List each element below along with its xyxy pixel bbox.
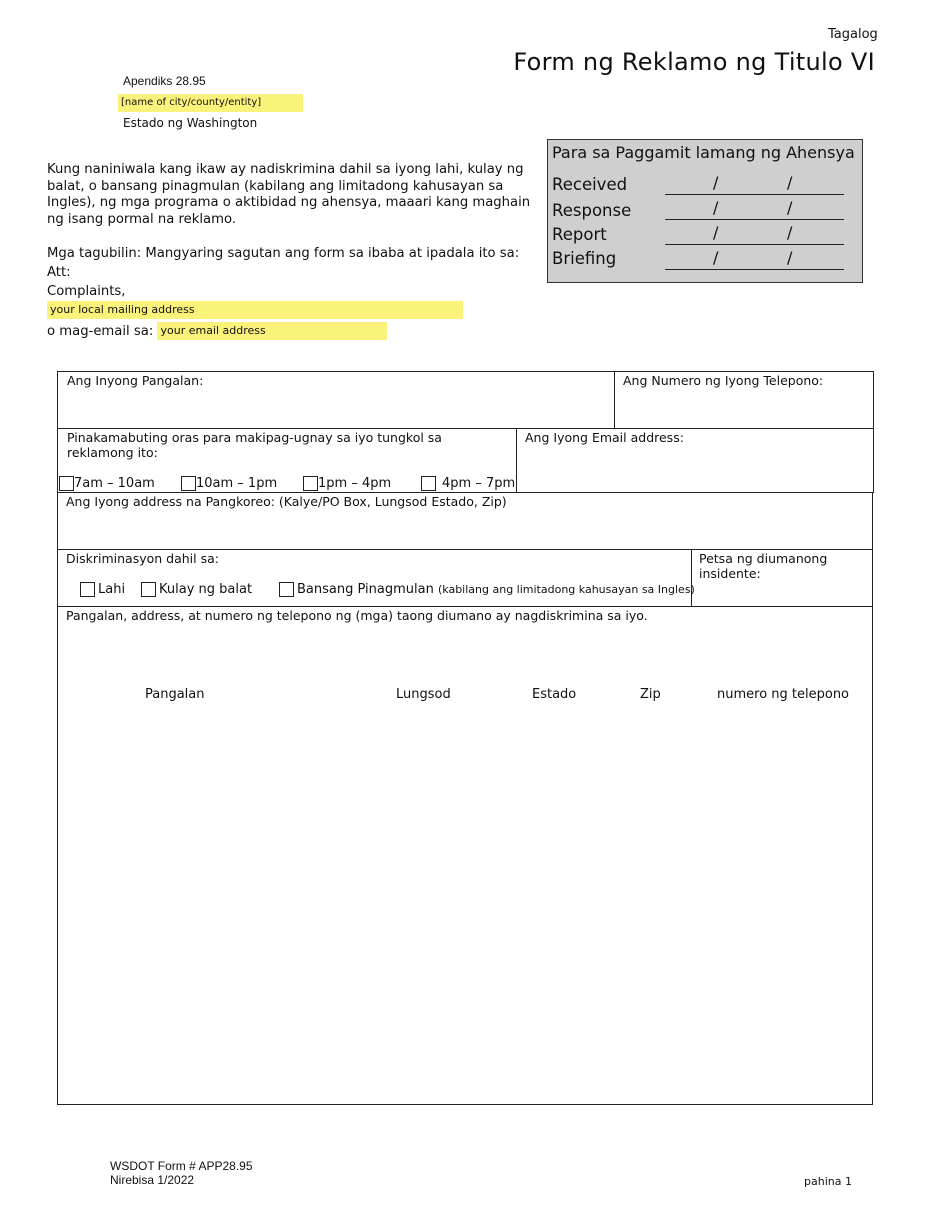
date-sep: / [787,223,793,242]
time-option-4-label: 4pm – 7pm [442,476,516,491]
briefing-date-field[interactable] [665,248,844,270]
mailing-address-field[interactable]: your local mailing address [47,301,463,319]
agency-row-briefing: Briefing [552,249,617,268]
date-sep: / [713,198,719,217]
column-city: Lungsod [396,687,451,702]
accused-section[interactable] [57,606,873,1105]
entity-name-field[interactable]: [name of city/county/entity] [118,94,303,112]
name-label: Ang Inyong Pangalan: [67,373,204,388]
mailing-address-box[interactable] [57,492,873,550]
agency-use-box [547,139,863,283]
color-checkbox[interactable] [141,582,156,597]
received-date-field[interactable] [665,173,844,195]
instructions [47,244,542,341]
instructions-line3 [47,322,542,341]
time-option-1-checkbox[interactable] [59,476,74,491]
incident-date-field[interactable] [691,549,873,607]
time-option-1 [59,476,155,491]
mailing-address-label: Ang Iyong address na Pangkoreo: (Kalye/PO Box, Lungsod Estado, Zip) [66,494,507,509]
report-date-field[interactable] [665,223,844,245]
instructions-line2 [47,282,542,320]
complaints-label: Complaints, [47,284,126,299]
time-option-1-label: 7am – 10am [74,476,155,491]
discrimination-section [57,549,695,607]
column-zip: Zip [640,687,661,702]
origin-note: (kabilang ang limitadong kahusayan sa Ingles) [437,583,695,596]
intro-paragraph: Kung naniniwala kang ikaw ay nadiskrimina dahil sa iyong lahi, kulay ng balat, o bansang pinagmulan (kabilang ang limitadong kahusayan sa Ingles), ng mga programa o aktibidad ng ahensya, maaari kang maghain ng isang pormal na reklamo. [47,162,531,227]
discrimination-option-race [80,582,125,597]
appendix-number: Apendiks 28.95 [123,74,206,88]
agency-row-response: Response [552,201,632,220]
phone-field[interactable] [614,371,874,429]
date-sep: / [787,248,793,267]
column-name: Pangalan [145,687,205,702]
origin-checkbox[interactable] [279,582,294,597]
date-sep: / [787,198,793,217]
best-time-label: Pinakamabuting oras para makipag-ugnay sa iyo tungkol sa reklamong ito: [67,430,442,460]
revision-date: Nirebisa 1/2022 [110,1173,195,1187]
column-phone: numero ng telepono [717,687,850,702]
origin-label: Bansang Pinagmulan [297,582,434,597]
time-option-3-label: 1pm – 4pm [318,476,392,491]
language-label: Tagalog [828,27,878,42]
agency-row-report: Report [552,225,607,244]
accused-label: Pangalan, address, at numero ng telepono ng (mga) taong diumano ay nagdiskrimina sa iyo. [66,608,648,623]
time-option-2-label: 10am – 1pm [196,476,278,491]
time-option-3 [303,476,391,491]
time-option-2 [181,476,277,491]
race-label: Lahi [98,582,126,597]
date-sep: / [713,173,719,192]
agency-use-heading: Para sa Paggamit lamang ng Ahensya [552,143,855,162]
state-label: Estado ng Washington [123,116,258,130]
color-label: Kulay ng balat [159,582,253,597]
date-sep: / [713,248,719,267]
time-option-3-checkbox[interactable] [303,476,318,491]
time-option-4 [421,476,515,491]
discrimination-option-color [141,582,252,597]
agency-row-received: Received [552,175,628,194]
page-title: Form ng Reklamo ng Titulo VI [513,48,875,76]
discrimination-option-origin [279,582,695,597]
instructions-line1: Mga tagubilin: Mangyaring sagutan ang form sa ibaba at ipadala ito sa: Att: [47,246,520,280]
email-prefix: o mag-email sa: [47,324,154,339]
race-checkbox[interactable] [80,582,95,597]
footer-form-info [110,1159,253,1187]
date-sep: / [713,223,719,242]
email-field[interactable] [516,428,874,493]
column-state: Estado [532,687,577,702]
email-label: Ang Iyong Email address: [525,430,684,445]
page-number: pahina 1 [804,1175,852,1188]
response-date-field[interactable] [665,198,844,220]
name-field[interactable] [57,371,615,429]
date-sep: / [787,173,793,192]
incident-date-label: Petsa ng diumanong insidente: [699,551,828,581]
discrimination-label: Diskriminasyon dahil sa: [66,551,219,566]
form-number: WSDOT Form # APP28.95 [110,1159,253,1173]
email-address-field[interactable]: your email address [157,322,387,340]
time-option-2-checkbox[interactable] [181,476,196,491]
time-option-4-checkbox[interactable] [421,476,436,491]
phone-label: Ang Numero ng Iyong Telepono: [623,373,824,388]
